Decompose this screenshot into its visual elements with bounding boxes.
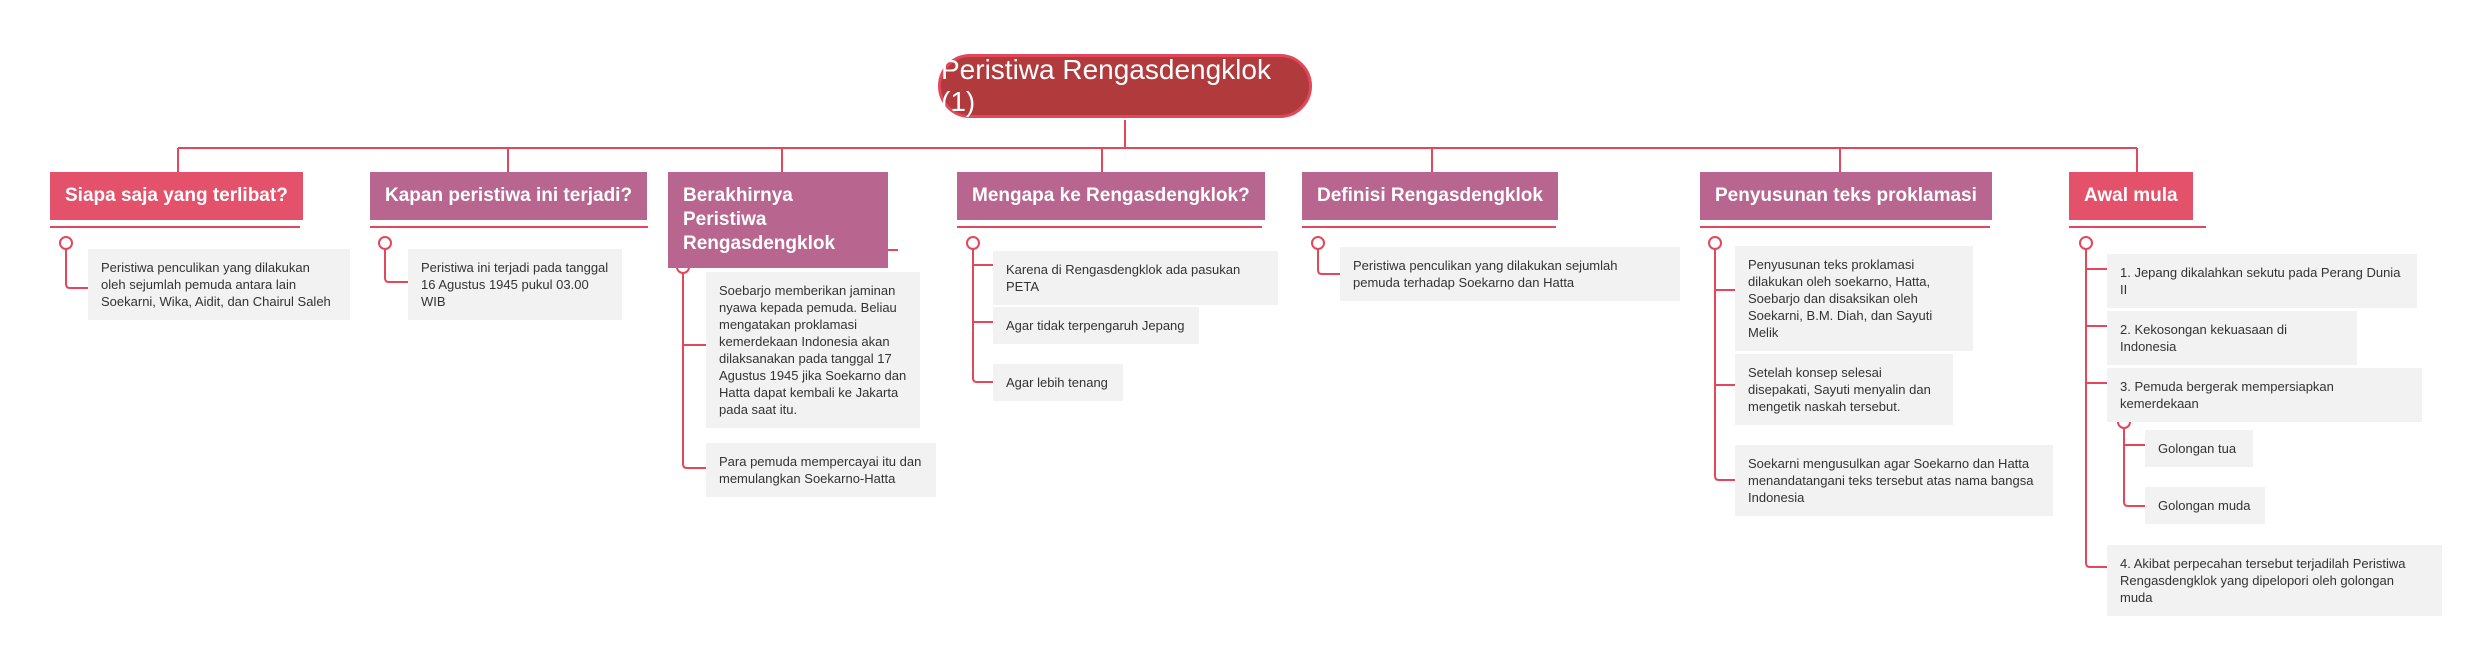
topic-title: Definisi Rengasdengklok (1317, 185, 1543, 206)
topic-berakhirnya[interactable] (668, 172, 888, 268)
topic-title: Awal mula (2084, 185, 2178, 206)
note-topic3-1[interactable] (706, 272, 920, 428)
note-text: Soebarjo memberikan jaminan nyawa kepada pemuda. Beliau mengatakan proklamasi kemerdekaan Indonesia akan dilaksanakan pada tanggal 17 Agustus 1945 jika Soekarno dan Hatta dapat kembali ke Jakarta pada saat itu. (719, 283, 907, 417)
root-node[interactable] (938, 54, 1312, 118)
topic-siapa-terlibat[interactable] (50, 172, 303, 220)
topic-awal-mula[interactable] (2069, 172, 2193, 220)
topic-title: Penyusunan teks proklamasi (1715, 185, 1977, 206)
topic-penyusunan[interactable] (1700, 172, 1992, 220)
note-text: Soekarni mengusulkan agar Soekarno dan Hatta menandatangani teks tersebut atas nama bangsa Indonesia (1748, 456, 2034, 505)
topic-mengapa[interactable] (957, 172, 1265, 220)
note-text: Setelah konsep selesai disepakati, Sayuti menyalin dan mengetik naskah tersebut. (1748, 365, 1931, 414)
topic-title: Siapa saja yang terlibat? (65, 185, 288, 206)
note-text: Agar tidak terpengaruh Jepang (1006, 318, 1185, 333)
topic-title: Berakhirnya Peristiwa Rengasdengklok (683, 185, 836, 254)
note-topic4-1[interactable] (993, 251, 1278, 305)
topic-kapan-terjadi[interactable] (370, 172, 647, 220)
note-text: Peristiwa penculikan yang dilakukan sejumlah pemuda terhadap Soekarno dan Hatta (1353, 258, 1618, 290)
note-topic2-1[interactable] (408, 249, 622, 320)
note-text: 2. Kekosongan kekuasaan di Indonesia (2120, 322, 2287, 354)
note-topic7-4[interactable] (2107, 545, 2442, 616)
topic-definisi[interactable] (1302, 172, 1558, 220)
note-topic7-1[interactable] (2107, 254, 2417, 308)
note-text: Para pemuda mempercayai itu dan memulangkan Soekarno-Hatta (719, 454, 922, 486)
note-text: Golongan tua (2158, 441, 2237, 456)
subnote-golongan-muda[interactable] (2145, 487, 2265, 524)
topic-title: Kapan peristiwa ini terjadi? (385, 185, 633, 206)
note-text: Peristiwa ini terjadi pada tanggal 16 Agustus 1945 pukul 03.00 WIB (421, 260, 609, 309)
note-text: Penyusunan teks proklamasi dilakukan oleh soekarno, Hatta, Soebarjo dan disaksikan oleh Soekarni, B.M. Diah, dan Sayuti Melik (1748, 257, 1933, 340)
note-topic7-3[interactable] (2107, 368, 2422, 422)
note-text: Karena di Rengasdengklok ada pasukan PETA (1006, 262, 1241, 294)
note-topic7-2[interactable] (2107, 311, 2357, 365)
note-topic6-1[interactable] (1735, 246, 1973, 351)
note-topic3-2[interactable] (706, 443, 936, 497)
root-title: Peristiwa Rengasdengklok (1) (941, 54, 1271, 117)
subnote-golongan-tua[interactable] (2145, 430, 2253, 467)
note-topic4-2[interactable] (993, 307, 1199, 344)
note-topic1-1[interactable] (88, 249, 350, 320)
note-topic5-1[interactable] (1340, 247, 1680, 301)
note-text: Agar lebih tenang (1006, 375, 1108, 390)
note-text: 4. Akibat perpecahan tersebut terjadilah Peristiwa Rengasdengklok yang dipelopori oleh golongan muda (2120, 556, 2406, 605)
note-text: 1. Jepang dikalahkan sekutu pada Perang Dunia II (2120, 265, 2401, 297)
topic-title: Mengapa ke Rengasdengklok? (972, 185, 1250, 206)
note-text: Golongan muda (2158, 498, 2251, 513)
note-text: Peristiwa penculikan yang dilakukan oleh sejumlah pemuda antara lain Soekarni, Wika, Aidit, dan Chairul Saleh (101, 260, 331, 309)
note-topic6-2[interactable] (1735, 354, 1953, 425)
note-topic4-3[interactable] (993, 364, 1123, 401)
note-text: 3. Pemuda bergerak mempersiapkan kemerdekaan (2120, 379, 2334, 411)
note-topic6-3[interactable] (1735, 445, 2053, 516)
